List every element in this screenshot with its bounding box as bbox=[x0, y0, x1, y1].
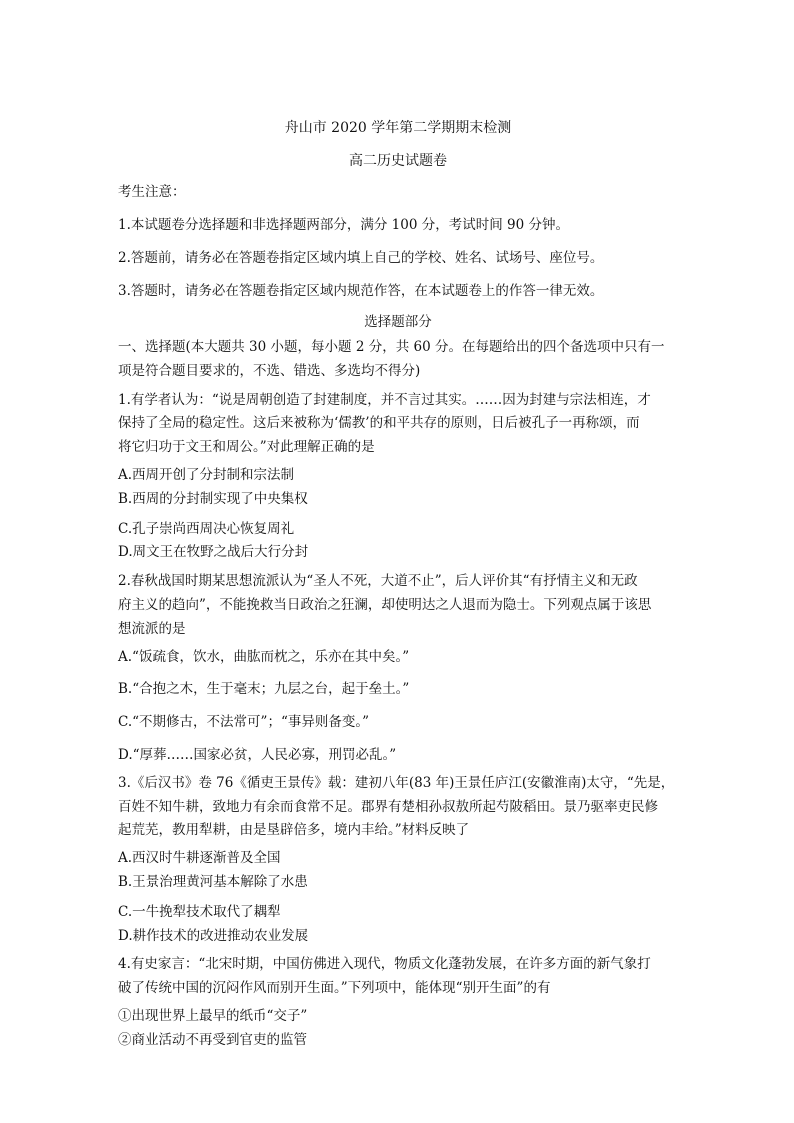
question-3-option-b[interactable]: B.王景治理黄河基本解除了水患 bbox=[118, 873, 308, 890]
question-1-stem-line: 1.有学者认为：“说是周朝创造了封建制度，并不言过其实。……因为封建与宗法相连，才 bbox=[118, 391, 651, 408]
question-2-option-d[interactable]: D.“厚葬……国家必贫，人民必寡，刑罚必乱。” bbox=[118, 746, 397, 763]
question-3-option-c[interactable]: C.一牛挽犁技术取代了耦犁 bbox=[118, 903, 281, 920]
section-intro bbox=[118, 336, 678, 384]
question-1-options-row bbox=[118, 518, 678, 566]
question-3-stem-line: 百姓不知牛耕，致地力有余而食常不足。郡界有楚相孙叔敖所起芍陂稻田。景乃驱率吏民修 bbox=[118, 798, 658, 815]
notice-heading: 考生注意： bbox=[118, 184, 186, 200]
question-2-option-c[interactable]: C.“不期修古，不法常可”；“事异则备变。” bbox=[118, 714, 369, 731]
question-4-stem bbox=[118, 953, 678, 1001]
question-3-option-a[interactable]: A.西汉时牛耕逐渐普及全国 bbox=[118, 850, 281, 867]
question-4-stem-line: 破了传统中国的沉闷作风而别开生面。”下列项中，能体现“别开生面”的有 bbox=[118, 980, 551, 997]
question-2-stem-line: 想流派的是 bbox=[118, 620, 186, 637]
question-4-statement-1: ①出现世界上最早的纸币“交子” bbox=[118, 1007, 308, 1024]
question-1-stem bbox=[118, 389, 678, 460]
question-1-option-d[interactable]: D.周文王在牧野之战后大行分封 bbox=[118, 544, 309, 561]
question-2-options bbox=[118, 646, 678, 768]
question-4-statements bbox=[118, 1005, 678, 1053]
question-4-statements-row bbox=[118, 1005, 678, 1053]
question-4-stem-line: 4.有史家言：“北宋时期，中国仿佛进入现代，物质文化蓬勃发展，在许多方面的新气象打 bbox=[118, 956, 651, 973]
question-1-option-b[interactable]: B.西周的分封制实现了中央集权 bbox=[118, 490, 308, 507]
section-intro-line: 一、选择题(本大题共 30 小题，每小题 2 分，共 60 分。在每题给出的四个备选项中只有一 bbox=[118, 339, 665, 355]
section-title: 选择题部分 bbox=[364, 314, 432, 330]
notice-item-3: 3.答题时，请务必在答题卷指定区域内规范作答，在本试题卷上的作答一律无效。 bbox=[118, 283, 604, 299]
question-1-stem-line: 保持了全局的稳定性。这后来被称为‘儒教’的和平共存的原则，日后被孔子一再称颂，而 bbox=[118, 415, 640, 432]
notice-item-1: 1.本试题卷分选择题和非选择题两部分，满分 100 分，考试时间 90 分钟。 bbox=[118, 217, 569, 233]
question-3-stem-line: 3.《后汉书》卷 76《循吏王景传》载：建初八年(83 年)王景任庐江(安徽淮南)太守，“先是， bbox=[118, 774, 675, 791]
question-1-stem-line: 将它归功于文王和周公。”对此理解正确的是 bbox=[118, 439, 375, 456]
question-2-stem bbox=[118, 570, 678, 641]
question-3-option-d[interactable]: D.耕作技术的改进推动农业发展 bbox=[118, 927, 309, 944]
exam-subtitle: 高二历史试题卷 bbox=[349, 153, 447, 169]
question-3-stem-line: 起荒芜，教用犁耕，由是垦辟倍多，境内丰给。”材料反映了 bbox=[118, 822, 470, 839]
exam-page bbox=[118, 118, 678, 1053]
question-2-option-b[interactable]: B.“合抱之木，生于毫末；九层之台，起于垒土。” bbox=[118, 681, 410, 698]
question-1-options-row bbox=[118, 464, 678, 512]
section-intro-line: 项是符合题目要求的，不选、错选、多选均不得分) bbox=[118, 362, 421, 379]
question-3-stem bbox=[118, 772, 678, 843]
exam-title: 舟山市 2020 学年第二学期期末检测 bbox=[284, 120, 512, 136]
question-3-options bbox=[118, 847, 678, 948]
question-2-option-a[interactable]: A.“饭疏食，饮水，曲肱而枕之，乐亦在其中矣。” bbox=[118, 648, 410, 665]
question-2-stem-line: 2.春秋战国时期某思想流派认为“圣人不死，大道不止”，后人评价其“有抒情主义和无政 bbox=[118, 573, 638, 590]
question-3-options-row bbox=[118, 901, 678, 949]
question-4-statement-2: ②商业活动不再受到官吏的监管 bbox=[118, 1031, 307, 1048]
notice-item-2: 2.答题前，请务必在答题卷指定区域内填上自己的学校、姓名、试场号、座位号。 bbox=[118, 250, 604, 266]
question-1-option-a[interactable]: A.西周开创了分封制和宗法制 bbox=[118, 466, 295, 483]
question-1-options bbox=[118, 464, 678, 565]
question-3-options-row bbox=[118, 847, 678, 895]
question-1-option-c[interactable]: C.孔子崇尚西周决心恢复周礼 bbox=[118, 520, 295, 537]
question-2-stem-line: 府主义的趋向”，不能挽救当日政治之狂澜，却使明达之人退而为隐士。下列观点属于该思 bbox=[118, 596, 652, 613]
